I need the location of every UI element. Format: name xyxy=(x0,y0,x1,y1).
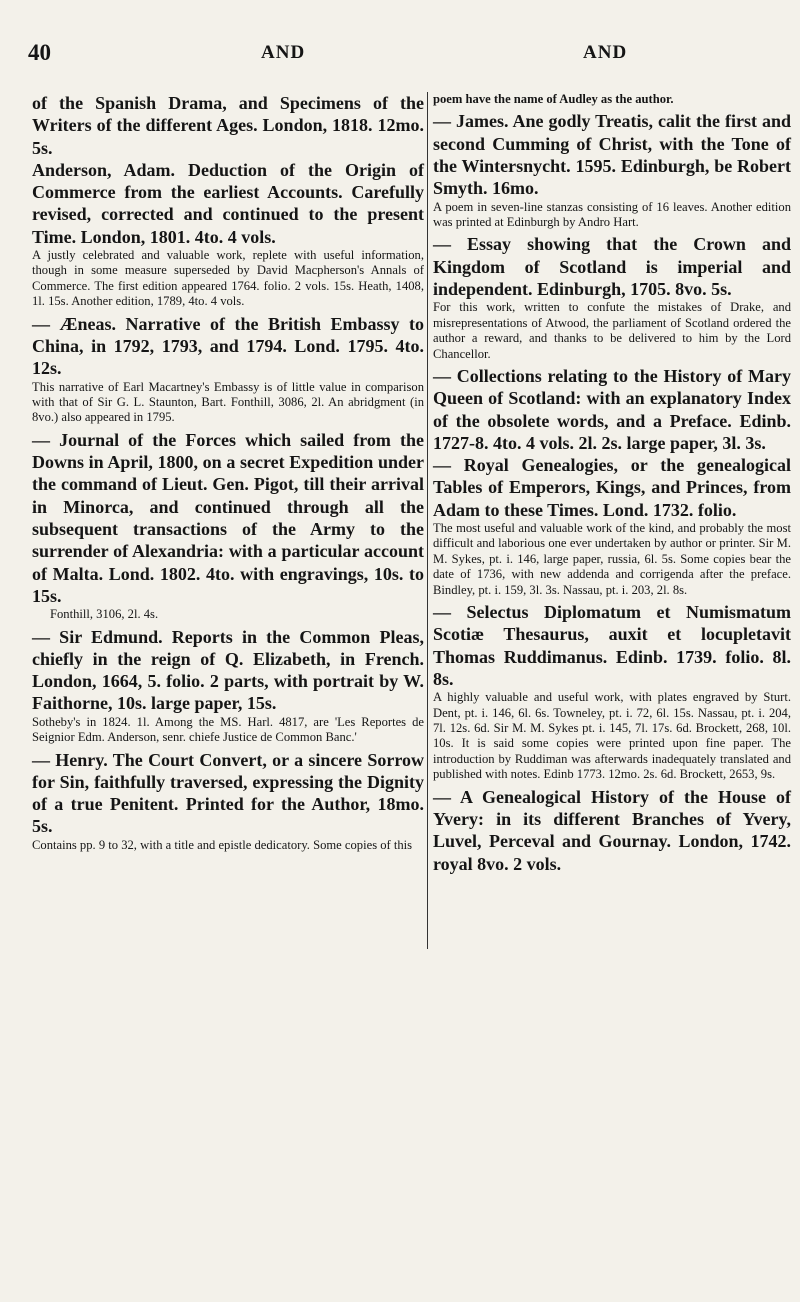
column-divider xyxy=(427,92,428,949)
entry: — James. Ane godly Treatis, calit the first and second Cumming of Christ, with the Tone of the Wintersnycht. 1595. Edinburgh, be Robert Smyth. 16mo. xyxy=(433,111,791,199)
entry: — Henry. The Court Convert, or a sincere Sorrow for Sin, faithfully traversed, expressing the Dignity of a true Penitent. Printed for the Author, 18mo. 5s. xyxy=(32,749,424,837)
left-column xyxy=(32,92,424,856)
annotation: For this work, written to confute the mistakes of Drake, and misrepresentations of Atwood, the parliament of Scotland ordered the author a reward, and thanks to be delivered to him by the Lord Chancellor. xyxy=(433,300,791,361)
entry: — Collections relating to the History of Mary Queen of Scotland: with an explanatory Index of the obsolete words, and a Preface. Edinb. 1727-8. 4to. 4 vols. 2l. 2s. large paper, 3l. 3s. xyxy=(433,365,791,453)
entry: — Sir Edmund. Reports in the Common Pleas, chiefly in the reign of Q. Elizabeth, in French. London, 1664, 5. folio. 2 parts, with portrait by W. Faithorne, 10s. large paper, 15s. xyxy=(32,626,424,714)
annotation: A poem in seven-line stanzas consisting of 16 leaves. Another edition was printed at Edinburgh by Andro Hart. xyxy=(433,199,791,229)
annotation: Fonthill, 3106, 2l. 4s. xyxy=(50,607,159,622)
annotation: Sotheby's in 1824. 1l. Among the MS. Harl. 4817, are 'Les Reportes de Seignior Edm. Anderson, senr. chiefe Justice de Common Banc.' xyxy=(32,714,424,745)
annotation: Contains pp. 9 to 32, with a title and epistle dedicatory. Some copies of this xyxy=(32,837,413,852)
annotation: This narrative of Earl Macartney's Embassy is of little value in comparison with that of Sir G. L. Staunton, Bart. Fonthill, 3086, 2l. An abridgment (in 8vo.) also appeared in 1795. xyxy=(32,379,424,425)
entry: of the Spanish Drama, and Specimens of the Writers of the different Ages. London, 1818. 12mo. 5s. xyxy=(32,93,424,158)
entry: — Selectus Diplomatum et Numismatum Scotiæ Thesaurus, auxit et locupletavit Thomas Ruddimanus. Edinb. 1739. folio. 8l. 8s. xyxy=(433,602,791,689)
right-column xyxy=(433,92,791,875)
annotation: A highly valuable and useful work, with plates engraved by Sturt. Dent, pt. i. 146, 6l. 6s. Towneley, pt. i. 72, 6l. 15s. Nassau, pt. i. 204, 7l. 12s. 6d. Sir M. M. Sykes pt. i. 145, 7l. 17s. 6d. Brockett, 268, 10l. 10s. It is said some copies were printed upon fine paper. The introduction by Ruddiman was afterwards inadequately translated and published with notes. Edinb 1773. 12mo. 2s. 6d. Brockett, 2653, 9s. xyxy=(433,690,791,782)
page-header xyxy=(28,40,772,70)
running-head-left: AND xyxy=(261,42,306,63)
annotation: poem have the name of Audley as the author. xyxy=(433,92,674,106)
annotation: A justly celebrated and valuable work, replete with useful information, though in some measure superseded by David Macpherson's Annals of Commerce. The first edition appeared 1764. folio. 2 vols. 15s. Heath, 1408, 1l. 15s. Another edition, 1789, 4to. 4 vols. xyxy=(32,248,424,309)
entry: — Journal of the Forces which sailed from the Downs in April, 1800, on a secret Expedition under the command of Lieut. Gen. Pigot, till their arrival in Minorca, and continued through all the subsequent transactions of the Army to the surrender of Alexandria: with a particular account of Malta. Lond. 1802. 4to. with engravings, 10s. to 15s. xyxy=(32,429,424,606)
page-number: 40 xyxy=(28,40,51,65)
entry: — A Genealogical History of the House of Yvery: in its different Branches of Yvery, Luvel, Perceval and Gournay. London, 1742. royal 8vo. 2 vols. xyxy=(433,786,791,874)
entry: — Æneas. Narrative of the British Embassy to China, in 1792, 1793, and 1794. Lond. 1795. 4to. 12s. xyxy=(32,313,424,379)
running-head-right: AND xyxy=(583,42,628,63)
entry: — Essay showing that the Crown and Kingdom of Scotland is imperial and independent. Edinburgh, 1705. 8vo. 5s. xyxy=(433,234,791,299)
entry: Anderson, Adam. Deduction of the Origin of Commerce from the earliest Accounts. Carefully revised, corrected and continued to the present Time. London, 1801. 4to. 4 vols. xyxy=(32,159,424,247)
annotation: The most useful and valuable work of the kind, and probably the most difficult and laborious one ever undertaken by author or printer. Sir M. M. Sykes, pt. i. 146, large paper, russia, 6l. 5s. Some copies bear the date of 1736, with new addenda and corrigenda after the preface. Bindley, pt. i. 159, 3l. 3s. Nassau, pt. i. 203, 2l. 8s. xyxy=(433,521,791,597)
entry: — Royal Genealogies, or the genealogical Tables of Emperors, Kings, and Princes, from Adam to these Times. Lond. 1732. folio. xyxy=(433,455,791,520)
